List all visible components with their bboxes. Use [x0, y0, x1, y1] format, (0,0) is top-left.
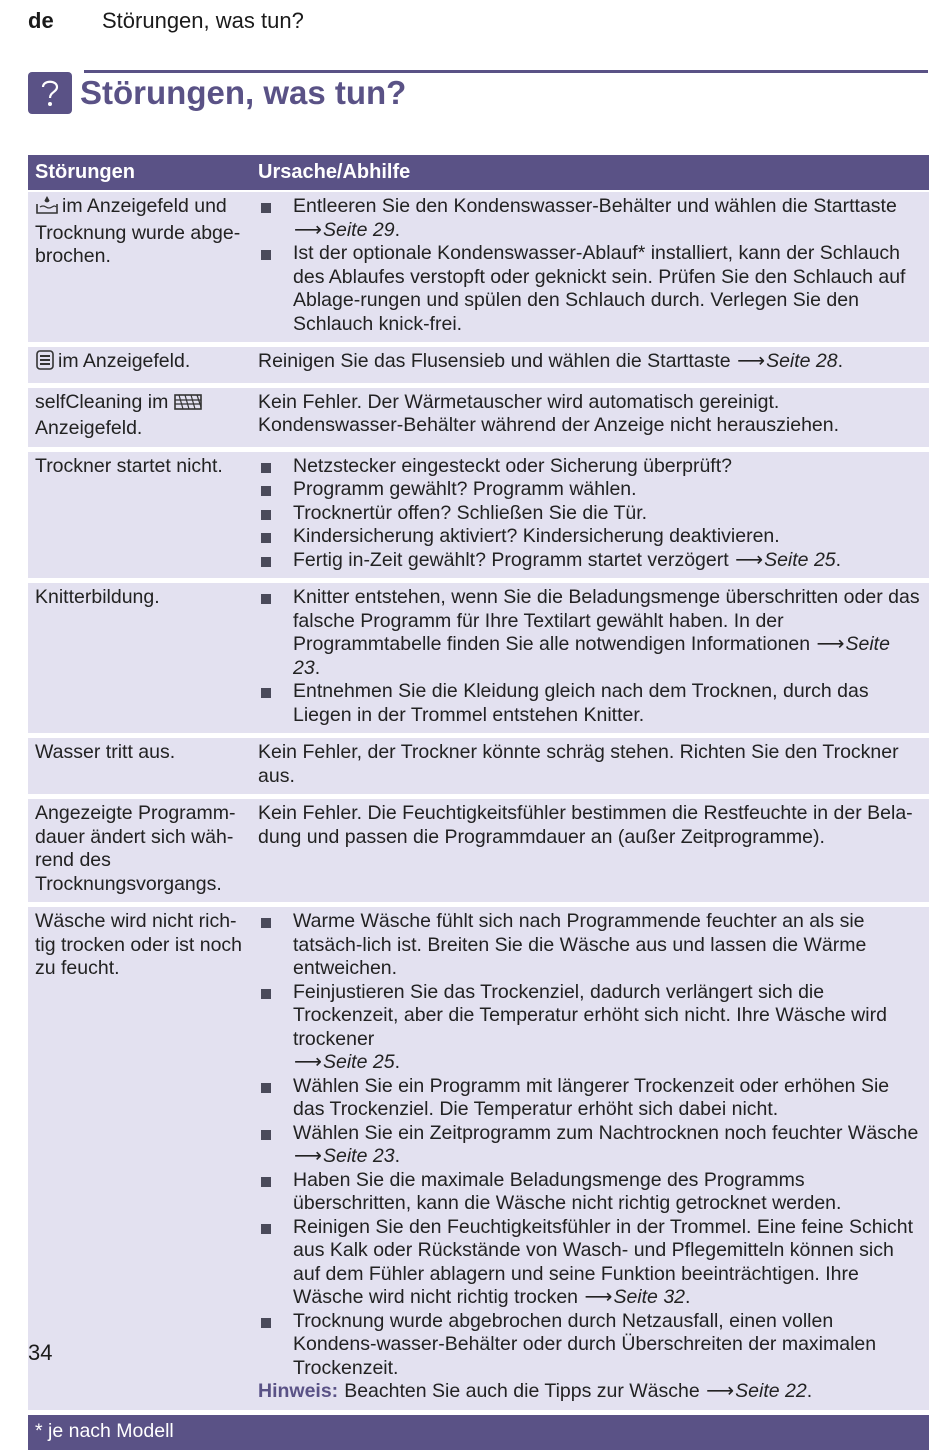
arrow-icon: ⟶	[735, 548, 764, 571]
header-title: Störungen, was tun?	[102, 8, 304, 33]
list-item: Entleeren Sie den Kondenswasser-Behälter und wählen die Starttaste ⟶Seite 29.	[258, 195, 922, 242]
remedy-cell: Kein Fehler. Die Feuchtigkeitsfühler bestimmen die Restfeuchte in der Bela-dung und passen die Programmdauer an (außer Zeitprogramme).	[251, 797, 929, 905]
list-item: Trocknertür offen? Schließen Sie die Tür.	[258, 502, 922, 526]
list-item: Netzstecker eingesteckt oder Sicherung überprüft?	[258, 455, 922, 479]
page-number: 34	[28, 1340, 53, 1365]
page-title: Störungen, was tun?	[80, 74, 407, 111]
remedy-cell	[251, 905, 929, 1413]
list-item: Kindersicherung aktiviert? Kindersicherung deaktivieren.	[258, 525, 922, 549]
remedy-cell	[251, 449, 929, 581]
list-item: Knitter entstehen, wenn Sie die Beladungsmenge überschritten oder das falsche Programm für Ihre Textilart gewählt haben. In der Programmtabelle finden Sie alle notwendigen Informationen ⟶Seite 23.	[258, 586, 922, 680]
fault-cell: Knitterbildung.	[28, 581, 251, 736]
running-header	[28, 6, 304, 36]
remedy-cell: Kein Fehler, der Trockner könnte schräg stehen. Richten Sie den Trockner aus.	[251, 736, 929, 797]
list-item: Programm gewählt? Programm wählen.	[258, 478, 922, 502]
list-item: Feinjustieren Sie das Trockenziel, dadurch verlängert sich die Trockenzeit, aber die Temperatur erhöht sich nicht. Ihre Wäsche wird trockener ⟶Seite 25.	[258, 981, 922, 1075]
arrow-icon: ⟶	[294, 1051, 322, 1073]
table-row	[28, 797, 929, 905]
table-row	[28, 345, 929, 386]
hint-note: Hinweis: Beachten Sie auch die Tipps zur Wäsche ⟶Seite 22.	[258, 1380, 813, 1402]
table-row	[28, 581, 929, 736]
fault-cell	[28, 191, 251, 345]
page-reference[interactable]: Seite 29	[323, 218, 395, 241]
remedy-cell: Kein Fehler. Der Wärmetauscher wird automatisch gereinigt. Kondenswasser-Behälter während der Anzeige nicht herausziehen.	[251, 385, 929, 449]
arrow-icon: ⟶	[584, 1286, 613, 1308]
arrow-icon: ⟶	[816, 633, 845, 655]
page-reference[interactable]: Seite 25	[764, 548, 836, 571]
page-reference[interactable]: Seite 25	[323, 1051, 395, 1073]
table-row	[28, 736, 929, 797]
column-header-faults: Störungen	[28, 155, 251, 191]
arrow-icon: ⟶	[294, 218, 322, 241]
fault-cell: Wasser tritt aus.	[28, 736, 251, 797]
list-item: Wählen Sie ein Programm mit längerer Trockenzeit oder erhöhen Sie das Trockenziel. Die Temperatur erhöht sich dabei nicht.	[258, 1075, 922, 1122]
fault-cell: Wäsche wird nicht rich-tig trocken oder ist noch zu feucht.	[28, 905, 251, 1413]
page-reference[interactable]: Seite 28	[766, 350, 838, 372]
list-item: Warme Wäsche fühlt sich nach Programmende feuchter an als sie tatsäch-lich ist. Breiten Sie die Wäsche aus und lassen die Wärme entweichen.	[258, 910, 922, 981]
list-item: Fertig in-Zeit gewählt? Programm startet verzögert ⟶Seite 25.	[258, 549, 922, 573]
table-row	[28, 905, 929, 1413]
footnote: * je nach Modell	[28, 1412, 929, 1450]
fault-cell: Trockner startet nicht.	[28, 449, 251, 581]
fault-cell: Angezeigte Programm-dauer ändert sich wäh-rend des Trocknungsvorgangs.	[28, 797, 251, 905]
page-reference[interactable]: Seite 23	[323, 1145, 395, 1167]
remedy-cell: Reinigen Sie das Flusensieb und wählen die Starttaste ⟶Seite 28.	[251, 345, 929, 386]
list-item: Entnehmen Sie die Kleidung gleich nach dem Trocknen, durch das Liegen in der Trommel entstehen Knitter.	[258, 680, 922, 727]
section-heading	[28, 72, 406, 114]
column-header-remedy: Ursache/Abhilfe	[251, 155, 929, 191]
language-code: de	[28, 8, 54, 33]
page-reference[interactable]: Seite 23	[293, 633, 890, 679]
table-row	[28, 191, 929, 345]
table-header-row	[28, 155, 929, 191]
troubleshooting-table	[28, 155, 929, 1450]
list-item: Haben Sie die maximale Beladungsmenge des Programms überschritten, kann die Wäsche nicht richtig getrocknet werden.	[258, 1169, 922, 1216]
water-container-icon	[35, 195, 59, 222]
table-footer-row	[28, 1412, 929, 1450]
table-row	[28, 449, 929, 581]
heat-exchanger-icon	[174, 393, 202, 418]
question-mark-icon	[28, 72, 72, 114]
arrow-icon: ⟶	[737, 350, 766, 372]
list-item: Trocknung wurde abgebrochen durch Netzausfall, einen vollen Kondens-wasser-Behälter oder durch Überschreiten der maximalen Trockenzeit.	[258, 1310, 922, 1381]
list-item: Reinigen Sie den Feuchtigkeitsfühler in der Trommel. Eine feine Schicht aus Kalk oder Rückstände von Wasch- und Pflegemitteln können sich auf dem Fühler ablagern und seine Funktion beeinträchtigen. Ihre Wäsche wird nicht richtig trocken ⟶Seite 32.	[258, 1216, 922, 1310]
page-reference[interactable]: Seite 22	[735, 1380, 807, 1402]
table-row	[28, 385, 929, 449]
arrow-icon: ⟶	[706, 1380, 735, 1402]
page-reference[interactable]: Seite 32	[613, 1286, 686, 1308]
remedy-cell	[251, 191, 929, 345]
arrow-icon: ⟶	[294, 1145, 322, 1167]
fault-cell	[28, 345, 251, 386]
fault-text: im Anzeigefeld und Trocknung wurde abge-brochen.	[35, 195, 241, 267]
fault-text: im Anzeigefeld.	[58, 350, 191, 372]
remedy-cell	[251, 581, 929, 736]
list-item: Wählen Sie ein Zeitprogramm zum Nachtrocknen noch feuchter Wäsche ⟶Seite 23.	[258, 1122, 922, 1169]
fault-cell: selfCleaning im Anzeigefeld.	[28, 385, 251, 449]
hint-label: Hinweis:	[258, 1380, 339, 1402]
lint-filter-icon	[35, 350, 55, 377]
list-item: Ist der optionale Kondenswasser-Ablauf* installiert, kann der Schlauch des Ablaufes verstopft oder geknickt sein. Prüfen Sie den Schlauch auf Ablage-rungen und spülen den Schlauch durch. Verlegen Sie den Schlauch knick-frei.	[258, 242, 922, 336]
